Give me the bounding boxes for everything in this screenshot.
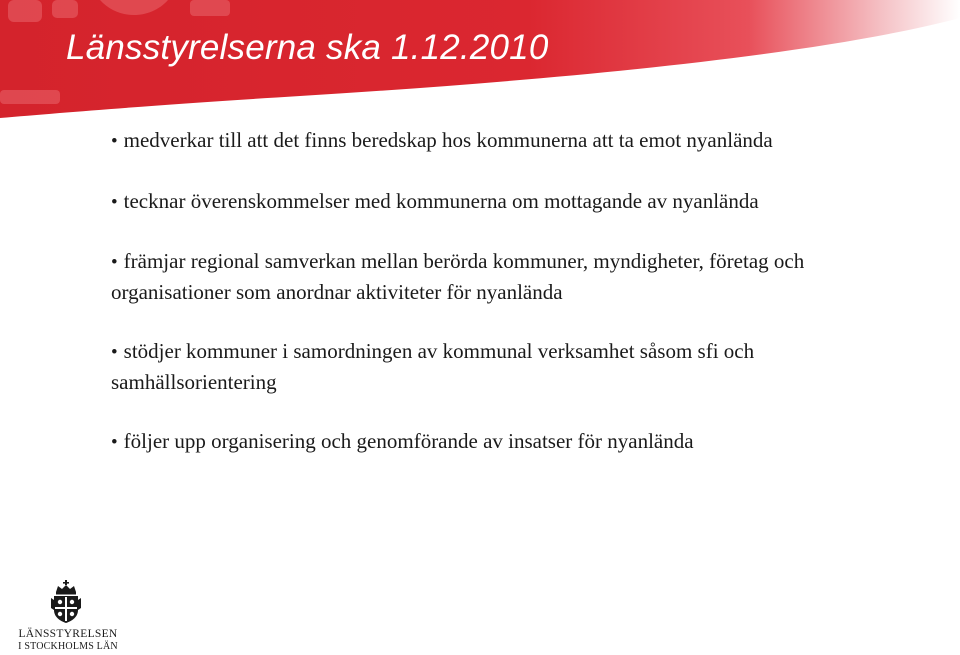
coat-of-arms-icon	[50, 580, 82, 624]
logo-name-line1: LÄNSSTYRELSEN	[18, 628, 118, 640]
bullet-list	[111, 126, 911, 488]
bullet-text: främjar regional samverkan mellan berörda kommuner, myndigheter, företag och organisationer som anordnar aktiviteter för nyanlända	[111, 249, 805, 304]
logo-name-line2: I STOCKHOLMS LÄN	[18, 641, 118, 652]
slide-title: Länsstyrelserna ska 1.12.2010	[66, 28, 549, 67]
bullet-item	[111, 187, 911, 218]
bullet-text: följer upp organisering och genomförande av insatser för nyanlända	[123, 429, 694, 453]
bullet-item	[111, 247, 911, 307]
bullet-icon: •	[111, 131, 118, 152]
bullet-icon: •	[111, 191, 118, 213]
bullet-icon: •	[111, 432, 118, 453]
bullet-text: stödjer kommuner i samordningen av kommunal verksamhet såsom sfi och samhällsorientering	[111, 339, 755, 394]
bullet-text: tecknar överenskommelser med kommunerna om mottagande av nyanlända	[123, 188, 759, 213]
bullet-icon: •	[111, 342, 118, 363]
lansstyrelsen-logo	[12, 578, 124, 653]
bullet-icon: •	[111, 252, 118, 273]
bullet-text: medverkar till att det finns beredskap hos kommunerna att ta emot nyanlända	[123, 128, 773, 152]
bullet-item	[111, 427, 911, 458]
bullet-item	[111, 126, 911, 157]
bullet-item	[111, 337, 911, 397]
